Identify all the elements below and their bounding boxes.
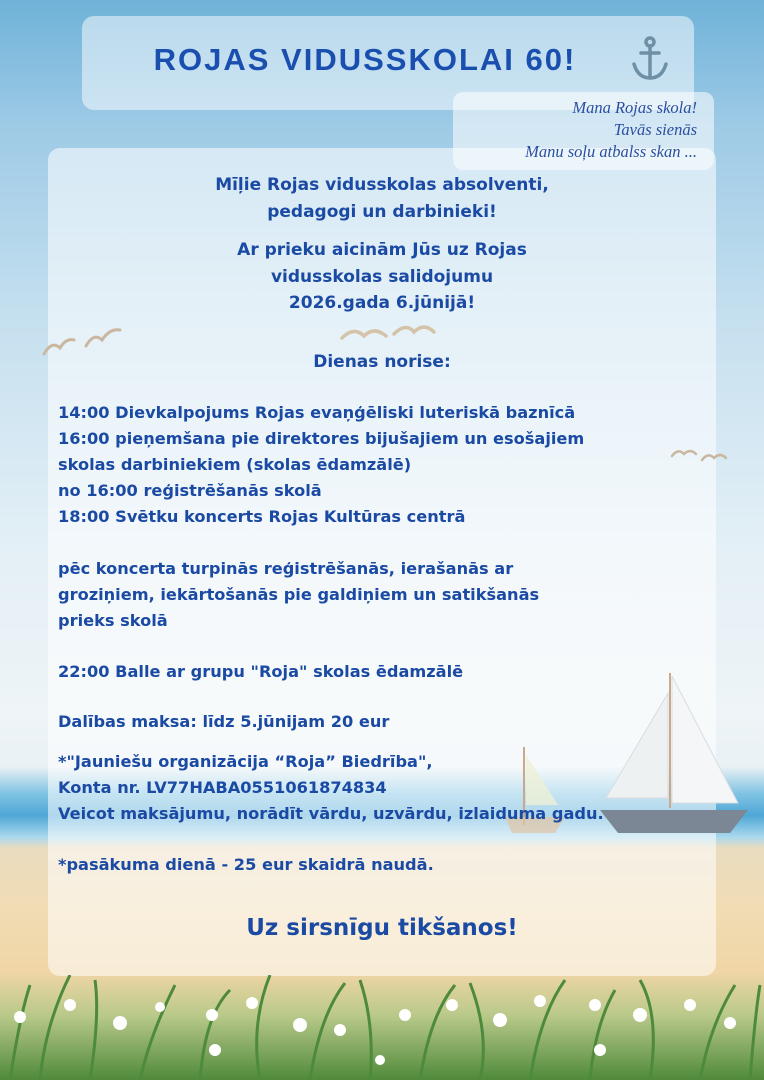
invitation-line: 2026.gada 6.jūnijā! (288, 293, 476, 313)
anchor-icon (630, 36, 670, 82)
after-concert-line: prieks skolā (58, 611, 168, 630)
after-concert-line: pēc koncerta turpinās reģistrēšanās, ierašanās ar (58, 559, 514, 578)
after-concert-line: groziņiem, iekārtošanās pie galdiņiem un satikšanās (58, 585, 540, 604)
invitation-line: vidusskolas salidojumu (270, 266, 494, 287)
schedule-title: Dienas norise: (313, 352, 451, 372)
fee: Dalības maksa: līdz 5.jūnijam 20 eur (58, 712, 390, 731)
greeting-line: pedagogi un darbinieki! (267, 201, 497, 222)
schedule-item: 14:00 Dievkalpojums Rojas evaņģēliski luteriskā baznīcā (58, 403, 576, 422)
greeting (48, 172, 716, 225)
greeting-line: Mīļie Rojas vidusskolas absolventi, (215, 175, 549, 195)
schedule-item: 18:00 Svētku koncerts Rojas Kultūras centrā (58, 507, 466, 526)
quote-line: Mana Rojas skola! (572, 98, 697, 117)
schedule-item: skolas darbiniekiem (skolas ēdamzālē) (58, 455, 412, 474)
payment-line: *"Jauniešu organizācija “Roja” Biedrība", (58, 752, 433, 771)
payment-line: Veicot maksājumu, norādīt vārdu, uzvārdu, izlaiduma gadu. (58, 804, 604, 823)
schedule-list (58, 400, 738, 530)
quote-line: Tavās sienās (613, 120, 697, 139)
quote (453, 97, 697, 163)
payment-line: Konta nr. LV77HABA0551061874834 (58, 778, 387, 797)
seagull-icon (338, 322, 438, 348)
after-concert (58, 556, 738, 634)
quote-line: Manu soļu atbalss skan ... (525, 142, 697, 161)
payment-info (58, 749, 738, 827)
ball: 22:00 Balle ar grupu "Roja" skolas ēdamzālē (58, 662, 464, 681)
schedule-item: no 16:00 reģistrēšanās skolā (58, 481, 322, 500)
invitation (48, 237, 716, 317)
closing: Uz sirsnīgu tikšanos! (246, 915, 518, 941)
invitation-line: Ar prieku aicinām Jūs uz Rojas (237, 240, 527, 260)
schedule-item: 16:00 pieņemšana pie direktores bijušajiem un esošajiem (58, 429, 585, 448)
grass-flowers-decoration (0, 975, 764, 1080)
page-title: ROJAS VIDUSSKOLAI 60! (153, 42, 577, 77)
day-fee: *pasākuma dienā - 25 eur skaidrā naudā. (58, 855, 434, 874)
